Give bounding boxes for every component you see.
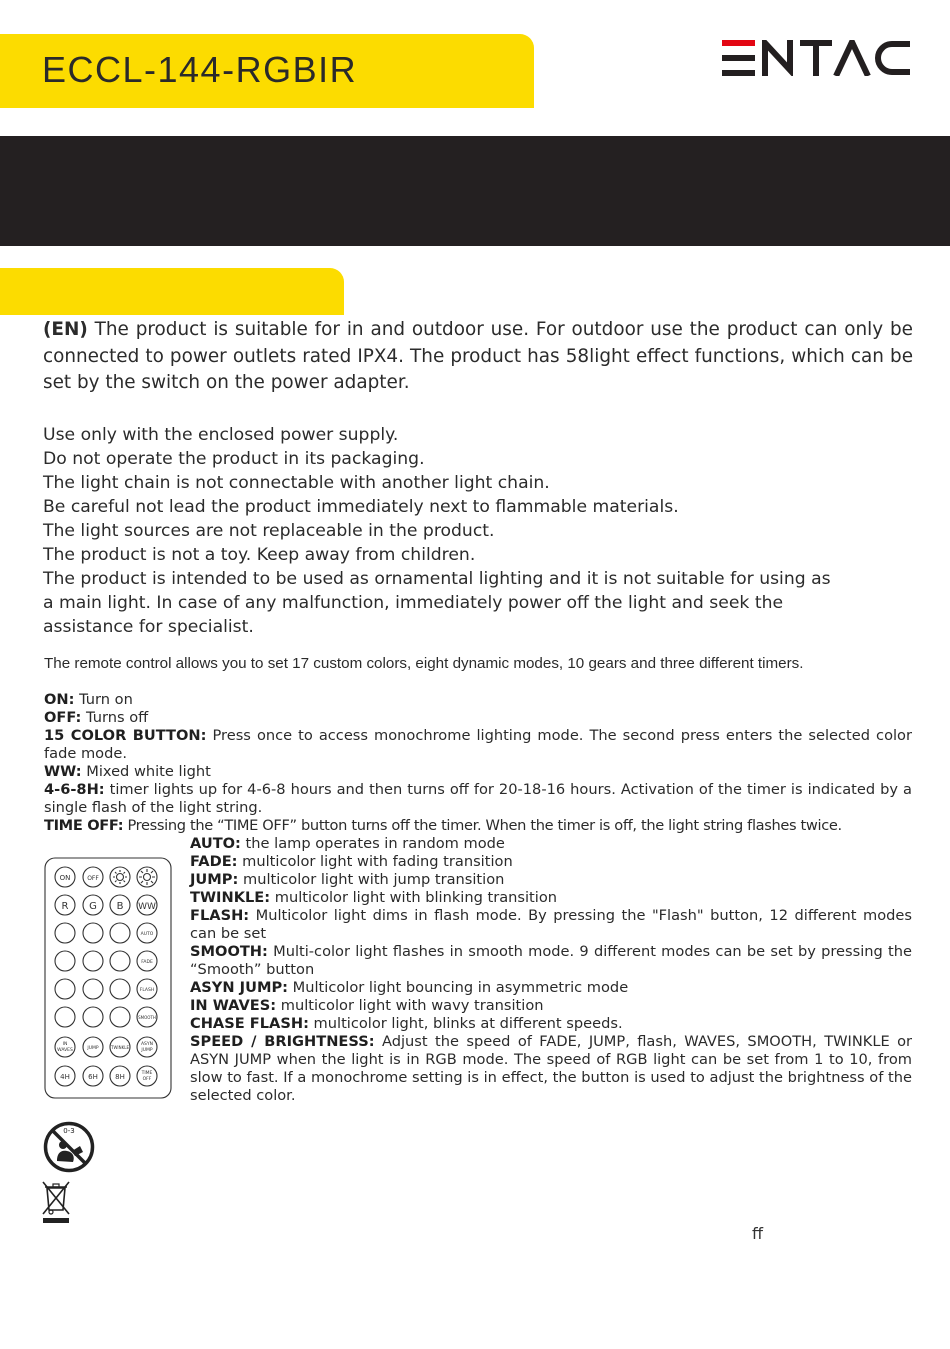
remote-row-8	[55, 1066, 157, 1086]
remote-btn-fade: FADE	[141, 960, 153, 965]
section-tab	[0, 268, 344, 315]
feature-flash: FLASH: Multicolor light dims in flash mode. By pressing the "Flash" button, 12 different modes can be set	[190, 907, 912, 942]
intro-paragraph	[43, 317, 913, 397]
warning-line: Use only with the enclosed power supply.	[43, 425, 399, 445]
remote-btn-asyn-1: ASYN	[140, 1042, 154, 1047]
effect-count: 58	[565, 345, 590, 367]
intro-text-1: The product is suitable for in and outdoor use. For outdoor use the product can only be connected to power outlets rated IPX4. The product has	[43, 319, 913, 367]
remote-row-5	[55, 979, 157, 999]
weee-bin-icon	[40, 1180, 72, 1224]
remote-btn-auto: AUTO	[140, 932, 154, 937]
remote-row-3	[55, 923, 157, 943]
remote-btn-timeoff-2: OFF	[142, 1077, 152, 1082]
remote-btn-green: G	[89, 901, 97, 912]
feature-twinkle: TWINKLE: multicolor light with blinking transition	[190, 889, 558, 906]
intro-text-2: light effect functions, which can be set by the switch on the power adapter.	[43, 345, 914, 393]
feature-in-waves: IN WAVES: multicolor light with wavy transition	[190, 997, 544, 1014]
warning-line: a main light. In case of any malfunction, immediately power off the light and seek the	[43, 593, 784, 613]
remote-btn-blue: B	[116, 901, 124, 912]
feature-jump: JUMP: multicolor light with jump transition	[190, 871, 505, 888]
remote-btn-4h: 4H	[60, 1073, 70, 1081]
remote-btn-smooth: SMOOTH	[138, 1015, 156, 1020]
remote-row-4	[55, 951, 157, 971]
remote-btn-ww: WW	[138, 902, 156, 912]
remote-row-7	[55, 1037, 157, 1057]
model-title: ECCL-144-RGBIR	[42, 49, 358, 90]
feature-on: ON: Turn on	[44, 691, 133, 708]
remote-btn-waves-1: IN	[62, 1042, 68, 1047]
safety-warnings	[43, 423, 913, 639]
feature-ww: WW: Mixed white light	[44, 763, 211, 780]
remote-row-6	[55, 1007, 157, 1027]
warning-line: Be careful not lead the product immediately next to flammable materials.	[43, 497, 679, 517]
feature-off: OFF: Turns off	[44, 709, 149, 726]
remote-btn-waves-2: WAVES	[57, 1048, 73, 1053]
remote-control-illustration	[44, 857, 172, 1099]
remote-row-1	[55, 867, 157, 887]
warning-line: The product is not a toy. Keep away from children.	[43, 545, 476, 565]
brightness-down-icon	[117, 874, 124, 881]
not-for-children-icon	[43, 1121, 95, 1173]
remote-btn-asyn-2: JUMP	[141, 1048, 153, 1053]
remote-btn-flash: FLASH	[139, 988, 155, 993]
remote-btn-on: ON	[59, 874, 71, 882]
warning-line: assistance for specialist.	[43, 617, 254, 637]
remote-btn-6h: 6H	[88, 1073, 98, 1081]
warning-line: The light sources are not replaceable in the product.	[43, 521, 495, 541]
remote-btn-jump: JUMP	[87, 1046, 99, 1051]
feature-speed-brightness: SPEED / BRIGHTNESS: Adjust the speed of FADE, JUMP, flash, WAVES, SMOOTH, TWINKLE or ASYN JUMP when the light is in RGB mode. The speed of RGB light can be set from 1 to 10, from slow to fast. If a monochrome setting is in effect, the button is used to adjust the brightness of the selected color.	[190, 1033, 912, 1104]
remote-btn-8h: 8H	[115, 1073, 125, 1081]
warning-line: Do not operate the product in its packaging.	[43, 449, 425, 469]
feature-timer: 4-6-8H: timer lights up for 4-6-8 hours and then turns off for 20-18-16 hours. Activation of the timer is indicated by a single flash of the light string.	[44, 781, 912, 816]
brightness-up-icon	[144, 874, 151, 881]
feature-chase-flash: CHASE FLASH: multicolor light, blinks at different speeds.	[190, 1015, 623, 1032]
feature-asyn-jump: ASYN JUMP: Multicolor light bouncing in asymmetric mode	[190, 979, 629, 996]
footer-mark: ff	[752, 1224, 764, 1243]
language-tag: (EN)	[43, 319, 88, 340]
dark-band	[0, 136, 950, 246]
age-label: 0-3	[63, 1127, 75, 1135]
remote-note: The remote control allows you to set 17 custom colors, eight dynamic modes, 10 gears and three different timers.	[44, 655, 804, 672]
warning-line: The product is intended to be used as ornamental lighting and it is not suitable for using as	[43, 569, 831, 589]
remote-row-2	[55, 895, 157, 915]
remote-btn-off: OFF	[87, 875, 99, 882]
feature-auto: AUTO: the lamp operates in random mode	[190, 835, 505, 852]
warning-line: The light chain is not connectable with another light chain.	[43, 473, 550, 493]
remote-btn-red: R	[61, 901, 69, 912]
feature-smooth: SMOOTH: Multi-color light flashes in smooth mode. 9 different modes can be set by pressing the “Smooth” button	[190, 943, 912, 978]
entac-logo	[722, 40, 912, 76]
remote-btn-timeoff-1: TIME	[141, 1071, 153, 1076]
feature-fade: FADE: multicolor light with fading transition	[190, 853, 513, 870]
remote-btn-twinkle: TWINKLE	[111, 1045, 129, 1050]
feature-time-off: TIME OFF: Pressing the “TIME OFF” button turns off the timer. When the timer is off, the light string flashes twice.	[44, 817, 842, 834]
feature-15-color: 15 COLOR BUTTON: Press once to access monochrome lighting mode. The second press enters the selected color fade mode.	[44, 727, 912, 762]
